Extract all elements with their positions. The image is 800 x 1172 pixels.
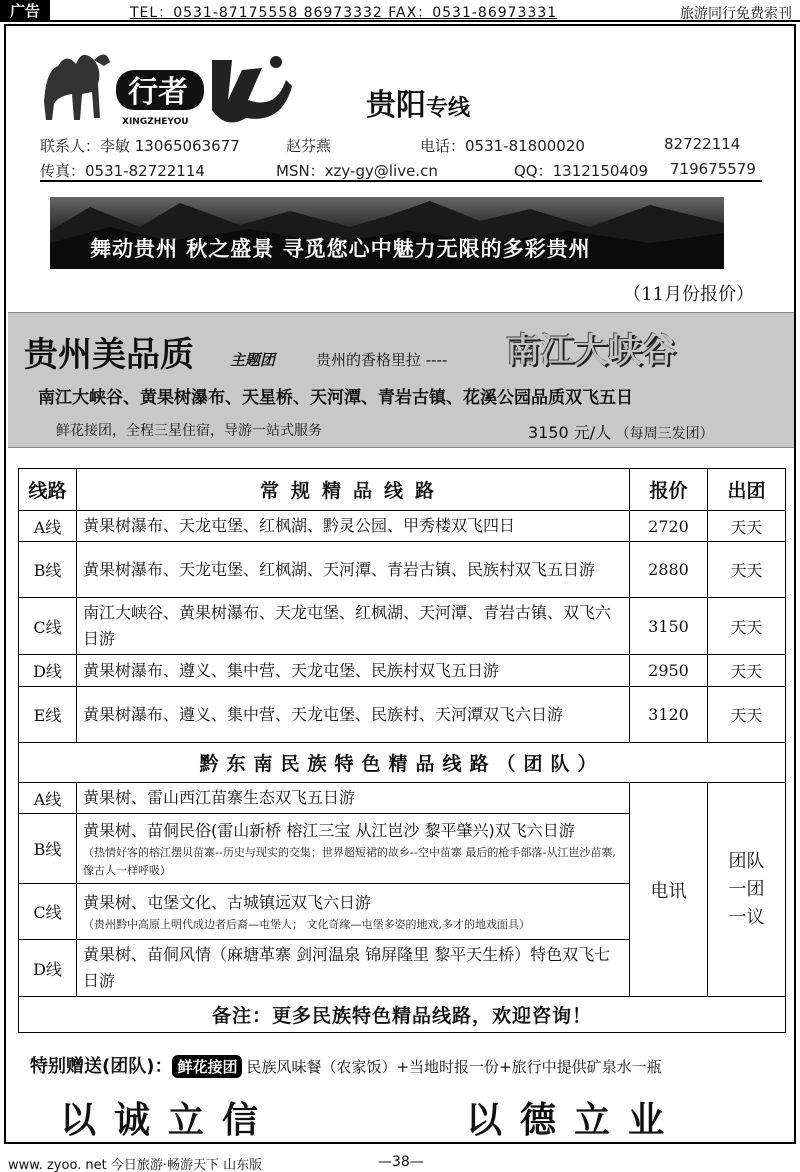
feature-subtitle: 贵州的香格里拉 ----: [316, 351, 448, 369]
feature-title: 贵州美品质: [24, 335, 194, 375]
phone: 电话：0531-81800020: [420, 137, 585, 155]
top-bar: [0, 0, 800, 22]
contact-person: 联系人：李敏 13065063677: [40, 137, 240, 155]
top-slogan: 旅游同行免费索刊: [680, 6, 792, 22]
table-row: C线 南江大峡谷、黄果树瀑布、天龙屯堡、红枫湖、天河潭、青岩古镇、双飞六日游 3150 天天: [19, 598, 786, 655]
table-row: D线 黄果树、苗侗风情（麻塘革寨 剑河温泉 锦屏隆里 黎平天生桥）特色双飞七日游: [19, 940, 786, 997]
logo-pinyin: XINGZHEYOU: [122, 117, 189, 127]
route-title: 贵阳专线: [366, 88, 471, 123]
feature-service: 鲜花接团，全程三星住宿，导游一站式服务: [56, 423, 322, 439]
gift-badge: 鲜花接团: [172, 1055, 242, 1078]
feature-theme: 主题团: [230, 351, 276, 369]
header-price: 报价: [630, 469, 708, 511]
route-note: （贵州黔中高原上明代成边者后裔—屯堡人； 文化奇缘—屯堡多姿的地戏,多才的地戏面具）: [83, 917, 530, 931]
feature-box: [8, 312, 794, 448]
table-row: B线 黄果树瀑布、天龙屯堡、红枫湖、天河潭、青岩古镇、民族村双飞五日游 2880 天天: [19, 542, 786, 598]
feature-route: 南江大峡谷、黄果树瀑布、天星桥、天河潭、青岩古镇、花溪公园品质双飞五日: [38, 388, 633, 408]
page-number: —38—: [378, 1154, 424, 1170]
remark: 备注：更多民族特色精品线路，欢迎咨询！: [19, 997, 786, 1033]
table-row: A线 黄果树、雷山西江苗寨生态双飞五日游 电讯 团队 一团 一议: [19, 783, 786, 814]
fax: 传真：0531-82722114: [40, 162, 205, 180]
banner-image: [50, 197, 724, 269]
table-header: [19, 469, 786, 511]
footer-site: www. zyoo. net 今日旅游·畅游天下 山东版: [8, 1158, 263, 1172]
table-row: D线 黄果树瀑布、遵义、集中营、天龙屯堡、民族村双飞五日游 2950 天天: [19, 655, 786, 687]
table-row: E线 黄果树瀑布、遵义、集中营、天龙屯堡、民族村、天河潭双飞六日游 3120 天天: [19, 687, 786, 743]
motto-left: 以诚立信: [60, 1099, 277, 1141]
routes-table: [18, 468, 786, 1033]
company-logo: [36, 40, 298, 132]
section-2-header: [19, 743, 786, 783]
table-row: B线 黄果树、苗侗民俗(雷山新桥 榕江三宝 从江岜沙 黎平肇兴)双飞六日游 （热情好客的榕江摆贝苗寨--历史与现实的交集；世界超短裙的故乡--空中苗寨 最后的枪手部落-从江岜沙苗寨,像古人一样呼吸）: [19, 814, 786, 884]
qq-2: 719675579: [670, 160, 756, 178]
top-contact-line: TEL：0531-87175558 86973332 FAX：0531-86973331: [130, 5, 558, 21]
header-departure: 出团: [708, 469, 786, 511]
table-row: C线 黄果树、屯堡文化、古城镇远双飞六日游 （贵州黔中高原上明代成边者后裔—屯堡人； 文化奇缘—屯堡多姿的地戏,多才的地戏面具）: [19, 884, 786, 940]
msn: MSN：xzy-gy@live.cn: [276, 162, 438, 180]
header-line: 线路: [19, 469, 77, 511]
remark-row: [19, 997, 786, 1033]
phone-quote: 电讯: [630, 783, 708, 997]
feature-price: 3150 元/人 （每周三发团）: [528, 423, 714, 442]
header-routes: 常规精品线路: [77, 469, 630, 511]
logo-text: 行者: [128, 75, 188, 110]
team-quote: 团队 一团 一议: [708, 783, 786, 997]
footer: [0, 1152, 800, 1172]
qq: QQ：1312150409: [514, 162, 649, 180]
divider: [40, 180, 762, 182]
section-2-title: 黔东南民族特色精品线路（团队）: [19, 743, 786, 783]
contact-person-2: 赵芬燕: [286, 137, 332, 155]
feature-canyon: 南江大峡谷: [506, 331, 676, 371]
table-row: A线 黄果树瀑布、天龙屯堡、红枫湖、黔灵公园、甲秀楼双飞四日 2720 天天: [19, 511, 786, 542]
banner-text: 舞动贵州 秋之盛景 寻觅您心中魅力无限的多彩贵州: [90, 237, 591, 261]
gift-line: 特别赠送(团队)： 鲜花接团 民族风味餐（农家饭）+当地时报一份+旅行中提供矿泉水一瓶: [30, 1056, 662, 1077]
motto-right: 以德立业: [466, 1099, 683, 1141]
phone-2: 82722114: [664, 135, 741, 153]
ad-tag: 广告: [0, 0, 50, 22]
price-note: （11月份报价）: [623, 284, 754, 305]
route-note: （热情好客的榕江摆贝苗寨--历史与现实的交集；世界超短裙的故乡--空中苗寨 最后的枪手部落-从江岜沙苗寨,像古人一样呼吸）: [83, 845, 616, 877]
